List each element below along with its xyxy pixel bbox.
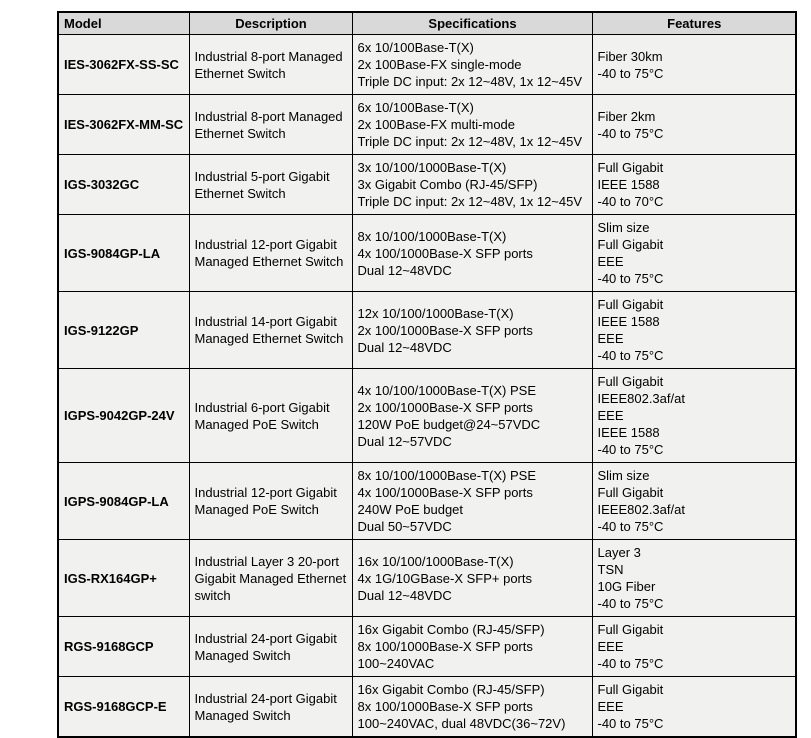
description-cell: Industrial 12-port Gigabit Managed Ethernet Switch (189, 215, 352, 292)
product-spec-table (57, 11, 797, 738)
feature-line: IEEE 1588 (597, 314, 660, 329)
spec-line: 240W PoE budget (357, 502, 464, 517)
features-cell (592, 292, 796, 369)
model-cell: RGS-9168GCP (58, 617, 189, 677)
spec-line: 8x 100/1000Base-X SFP ports (357, 639, 533, 654)
spec-line: 4x 1G/10GBase-X SFP+ ports (357, 570, 532, 586)
feature-line: EEE (597, 639, 624, 654)
feature-line: -40 to 75°C (597, 442, 664, 457)
feature-line: EEE (597, 699, 624, 714)
description-cell: Industrial 24-port Gigabit Managed Switch (189, 677, 352, 738)
feature-line: Slim size (597, 220, 650, 235)
col-header-model: Model (58, 12, 189, 35)
specifications-cell (352, 35, 592, 95)
features-cell (592, 540, 796, 617)
table-row (58, 540, 796, 617)
features-cell (592, 215, 796, 292)
specifications-cell (352, 617, 592, 677)
description-cell: Industrial 14-port Gigabit Managed Ethernet Switch (189, 292, 352, 369)
spec-line: 4x 10/100/1000Base-T(X) PSE (357, 382, 536, 398)
features-cell (592, 95, 796, 155)
spec-line: Triple DC input: 2x 12~48V, 1x 12~45V (357, 74, 583, 89)
feature-line: Fiber 2km (597, 108, 656, 124)
table-row (58, 95, 796, 155)
feature-line: IEEE802.3af/at (597, 502, 685, 517)
feature-line: TSN (597, 562, 624, 577)
model-cell: IGS-9084GP-LA (58, 215, 189, 292)
spec-line: 16x Gigabit Combo (RJ-45/SFP) (357, 622, 545, 637)
spec-line: 8x 10/100/1000Base-T(X) PSE (357, 468, 536, 483)
table-row (58, 369, 796, 463)
spec-line: 4x 100/1000Base-X SFP ports (357, 245, 533, 261)
feature-line: Full Gigabit (597, 682, 664, 697)
spec-line: 2x 100/1000Base-X SFP ports (357, 322, 533, 338)
spec-line: Triple DC input: 2x 12~48V, 1x 12~45V (357, 194, 583, 209)
spec-line: 3x Gigabit Combo (RJ-45/SFP) (357, 177, 538, 192)
feature-line: -40 to 75°C (597, 271, 664, 286)
model-cell: RGS-9168GCP-E (58, 677, 189, 738)
feature-line: Full Gigabit (597, 160, 664, 175)
description-cell: Industrial Layer 3 20-port Gigabit Managed Ethernet switch (189, 540, 352, 617)
spec-line: Triple DC input: 2x 12~48V, 1x 12~45V (357, 134, 583, 149)
spec-line: 2x 100Base-FX multi-mode (357, 117, 516, 132)
description-cell: Industrial 8-port Managed Ethernet Switch (189, 95, 352, 155)
spec-line: 2x 100Base-FX single-mode (357, 57, 522, 72)
specifications-cell (352, 95, 592, 155)
feature-line: -40 to 75°C (597, 716, 664, 731)
table-header-row (58, 12, 796, 35)
spec-line: 16x 10/100/1000Base-T(X) (357, 553, 514, 569)
features-cell (592, 617, 796, 677)
specifications-cell (352, 215, 592, 292)
features-cell (592, 35, 796, 95)
spec-line: 16x Gigabit Combo (RJ-45/SFP) (357, 682, 545, 697)
table-row (58, 463, 796, 540)
table-row (58, 155, 796, 215)
col-header-specifications: Specifications (352, 12, 592, 35)
spec-line: 6x 10/100Base-T(X) (357, 100, 474, 115)
model-cell: IGS-3032GC (58, 155, 189, 215)
table-row (58, 35, 796, 95)
spec-line: 6x 10/100Base-T(X) (357, 40, 474, 55)
spec-line: 12x 10/100/1000Base-T(X) (357, 305, 514, 321)
specifications-cell (352, 292, 592, 369)
feature-line: Full Gigabit (597, 297, 664, 312)
spec-line: Dual 50~57VDC (357, 519, 452, 534)
spec-line: 100~240VAC (357, 656, 435, 671)
feature-line: -40 to 75°C (597, 656, 664, 671)
spec-line: 2x 100/1000Base-X SFP ports (357, 399, 533, 415)
spec-line: 3x 10/100/1000Base-T(X) (357, 160, 507, 175)
feature-line: EEE (597, 254, 624, 269)
feature-line: -40 to 75°C (597, 348, 664, 363)
feature-line: Full Gigabit (597, 485, 664, 500)
col-header-description: Description (189, 12, 352, 35)
spec-line: 120W PoE budget@24~57VDC (357, 416, 541, 432)
spec-line: Dual 12~48VDC (357, 587, 452, 603)
feature-line: Full Gigabit (597, 622, 664, 637)
description-cell: Industrial 5-port Gigabit Ethernet Switch (189, 155, 352, 215)
feature-line: EEE (597, 331, 624, 346)
feature-line: IEEE 1588 (597, 425, 660, 440)
spec-line: 8x 10/100/1000Base-T(X) (357, 228, 507, 244)
model-cell: IES-3062FX-SS-SC (58, 35, 189, 95)
description-cell: Industrial 8-port Managed Ethernet Switch (189, 35, 352, 95)
specifications-cell (352, 463, 592, 540)
feature-line: -40 to 75°C (597, 596, 664, 611)
feature-line: IEEE 1588 (597, 177, 660, 192)
feature-line: -40 to 75°C (597, 125, 664, 141)
feature-line: -40 to 70°C (597, 194, 664, 209)
feature-line: 10G Fiber (597, 579, 656, 594)
spec-line: Dual 12~48VDC (357, 339, 452, 355)
features-cell (592, 369, 796, 463)
model-cell: IGS-9122GP (58, 292, 189, 369)
feature-line: -40 to 75°C (597, 65, 664, 81)
description-cell: Industrial 24-port Gigabit Managed Switch (189, 617, 352, 677)
feature-line: Layer 3 (597, 545, 641, 560)
specifications-cell (352, 540, 592, 617)
col-header-features: Features (592, 12, 796, 35)
features-cell (592, 463, 796, 540)
spec-line: 8x 100/1000Base-X SFP ports (357, 699, 533, 714)
description-cell: Industrial 12-port Gigabit Managed PoE Switch (189, 463, 352, 540)
feature-line: Full Gigabit (597, 374, 664, 389)
spec-line: 4x 100/1000Base-X SFP ports (357, 485, 533, 500)
features-cell (592, 155, 796, 215)
specifications-cell (352, 369, 592, 463)
feature-line: Fiber 30km (597, 48, 663, 64)
feature-line: Full Gigabit (597, 237, 664, 252)
spec-line: 100~240VAC, dual 48VDC(36~72V) (357, 716, 566, 731)
model-cell: IGPS-9084GP-LA (58, 463, 189, 540)
description-cell: Industrial 6-port Gigabit Managed PoE Switch (189, 369, 352, 463)
table-row (58, 215, 796, 292)
model-cell: IES-3062FX-MM-SC (58, 95, 189, 155)
spec-line: Dual 12~57VDC (357, 433, 452, 449)
spec-line: Dual 12~48VDC (357, 262, 452, 278)
table-row (58, 617, 796, 677)
feature-line: -40 to 75°C (597, 519, 664, 534)
table-row (58, 292, 796, 369)
model-cell: IGPS-9042GP-24V (58, 369, 189, 463)
specifications-cell (352, 155, 592, 215)
model-cell: IGS-RX164GP+ (58, 540, 189, 617)
feature-line: IEEE802.3af/at (597, 391, 685, 406)
feature-line: Slim size (597, 468, 650, 483)
feature-line: EEE (597, 408, 624, 423)
